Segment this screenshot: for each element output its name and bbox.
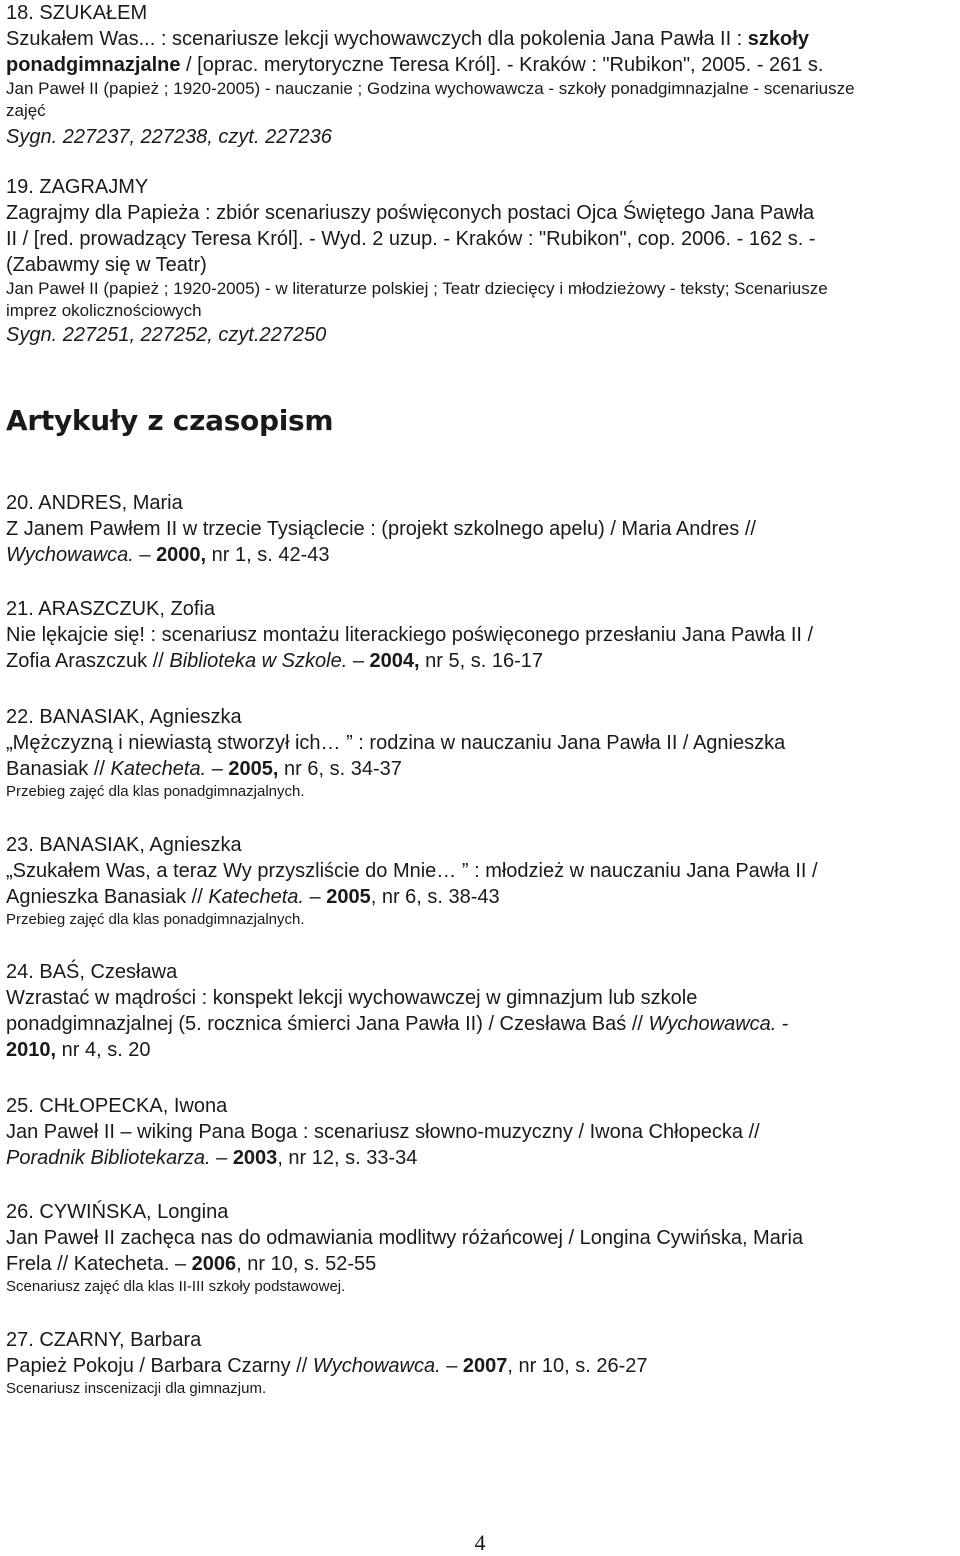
entry-source-line: Banasiak // Katecheta. – 2005, nr 6, s. 34-37 <box>6 758 402 780</box>
entry-source-line: Wychowawca. – 2000, nr 1, s. 42-43 <box>6 544 330 566</box>
entry-source-line: Zofia Araszczuk // Biblioteka w Szkole. – 2004, nr 5, s. 16-17 <box>6 650 543 672</box>
entry-note: Przebieg zajęć dla klas ponadgimnazjalnych. <box>6 783 305 800</box>
entry-title-line: Jan Paweł II – wiking Pana Boga : scenariusz słowno-muzyczny / Iwona Chłopecka // <box>6 1121 760 1143</box>
entry-subjects: zajęć <box>6 101 46 120</box>
entry-heading: 25. CHŁOPECKA, Iwona <box>6 1095 228 1117</box>
entry-source-line: Frela // Katecheta. – 2006, nr 10, s. 52-55 <box>6 1253 377 1275</box>
entry-title-line: ponadgimnazjalnej (5. rocznica śmierci Jana Pawła II) / Czesława Baś // Wychowawca. - <box>6 1013 789 1035</box>
entry-subjects: Jan Paweł II (papież ; 1920-2005) - w literaturze polskiej ; Teatr dziecięcy i młodzieżowy - teksty; Scenariusze <box>6 279 828 298</box>
entry-source-line: Papież Pokoju / Barbara Czarny // Wychowawca. – 2007, nr 10, s. 26-27 <box>6 1355 648 1377</box>
entry-subjects: Jan Paweł II (papież ; 1920-2005) - nauczanie ; Godzina wychowawcza - szkoły ponadgimnazjalne - scenariusze <box>6 79 855 98</box>
entry-source-line: Poradnik Bibliotekarza. – 2003, nr 12, s. 33-34 <box>6 1147 418 1169</box>
entry-note: Scenariusz inscenizacji dla gimnazjum. <box>6 1380 267 1397</box>
entry-heading: 19. ZAGRAJMY <box>6 176 149 198</box>
entry-title-line: Jan Paweł II zachęca nas do odmawiania modlitwy różańcowej / Longina Cywińska, Maria <box>6 1227 804 1249</box>
entry-heading: 20. ANDRES, Maria <box>6 492 183 514</box>
entry-title-line: ponadgimnazjalne / [oprac. merytoryczne Teresa Król]. - Kraków : "Rubikon", 2005. - 261 s. <box>6 54 824 76</box>
entry-27 <box>6 1327 956 1398</box>
entry-19 <box>6 174 956 348</box>
entry-23 <box>6 832 956 929</box>
entry-note: Scenariusz zajęć dla klas II-III szkoły podstawowej. <box>6 1278 346 1295</box>
page-number: 4 <box>474 1530 486 1555</box>
entry-title-line: Nie lękajcie się! : scenariusz montażu literackiego poświęconego przesłaniu Jana Pawła II / <box>6 624 814 646</box>
entry-heading: 24. BAŚ, Czesława <box>6 961 178 983</box>
section-title: Artykuły z czasopism <box>6 404 334 437</box>
entry-heading: 21. ARASZCZUK, Zofia <box>6 598 215 620</box>
entry-sygn: Sygn. 227251, 227252, czyt.227250 <box>6 324 327 346</box>
entry-subjects: imprez okolicznościowych <box>6 301 202 320</box>
entry-series: (Zabawmy się w Teatr) <box>6 254 207 276</box>
entry-24 <box>6 959 956 1063</box>
entry-title-line: Z Janem Pawłem II w trzecie Tysiąclecie : (projekt szkolnego apelu) / Maria Andres // <box>6 518 756 540</box>
entry-title-line: „Mężczyzną i niewiastą stworzył ich… ” : rodzina w nauczaniu Jana Pawła II / Agnieszka <box>6 732 786 754</box>
entry-sygn: Sygn. 227237, 227238, czyt. 227236 <box>6 126 332 148</box>
entry-heading: 23. BANASIAK, Agnieszka <box>6 834 242 856</box>
entry-source-line: Agnieszka Banasiak // Katecheta. – 2005, nr 6, s. 38-43 <box>6 886 500 908</box>
entry-25 <box>6 1093 956 1171</box>
entry-heading: 22. BANASIAK, Agnieszka <box>6 706 242 728</box>
entry-title-line: „Szukałem Was, a teraz Wy przyszliście do Mnie… ” : młodzież w nauczaniu Jana Pawła II / <box>6 860 818 882</box>
entry-title-line: Wzrastać w mądrości : konspekt lekcji wychowawczej w gimnazjum lub szkole <box>6 987 698 1009</box>
entry-20 <box>6 490 956 568</box>
entry-title-line: Zagrajmy dla Papieża : zbiór scenariuszy poświęconych postaci Ojca Świętego Jana Pawła <box>6 202 815 224</box>
entry-22 <box>6 704 956 801</box>
entry-21 <box>6 596 956 674</box>
entry-heading: 26. CYWIŃSKA, Longina <box>6 1201 229 1223</box>
entry-heading: 27. CZARNY, Barbara <box>6 1329 202 1351</box>
entry-title-line: II / [red. prowadzący Teresa Król]. - Wyd. 2 uzup. - Kraków : "Rubikon", cop. 2006. - 162 s. - <box>6 228 816 250</box>
entry-18 <box>6 0 956 150</box>
entry-heading: 18. SZUKAŁEM <box>6 2 148 24</box>
entry-26 <box>6 1199 956 1296</box>
entry-title-line: Szukałem Was... : scenariusze lekcji wychowawczych dla pokolenia Jana Pawła II : szkoły <box>6 28 809 50</box>
entry-note: Przebieg zajęć dla klas ponadgimnazjalnych. <box>6 911 305 928</box>
entry-source-line: 2010, nr 4, s. 20 <box>6 1039 151 1061</box>
